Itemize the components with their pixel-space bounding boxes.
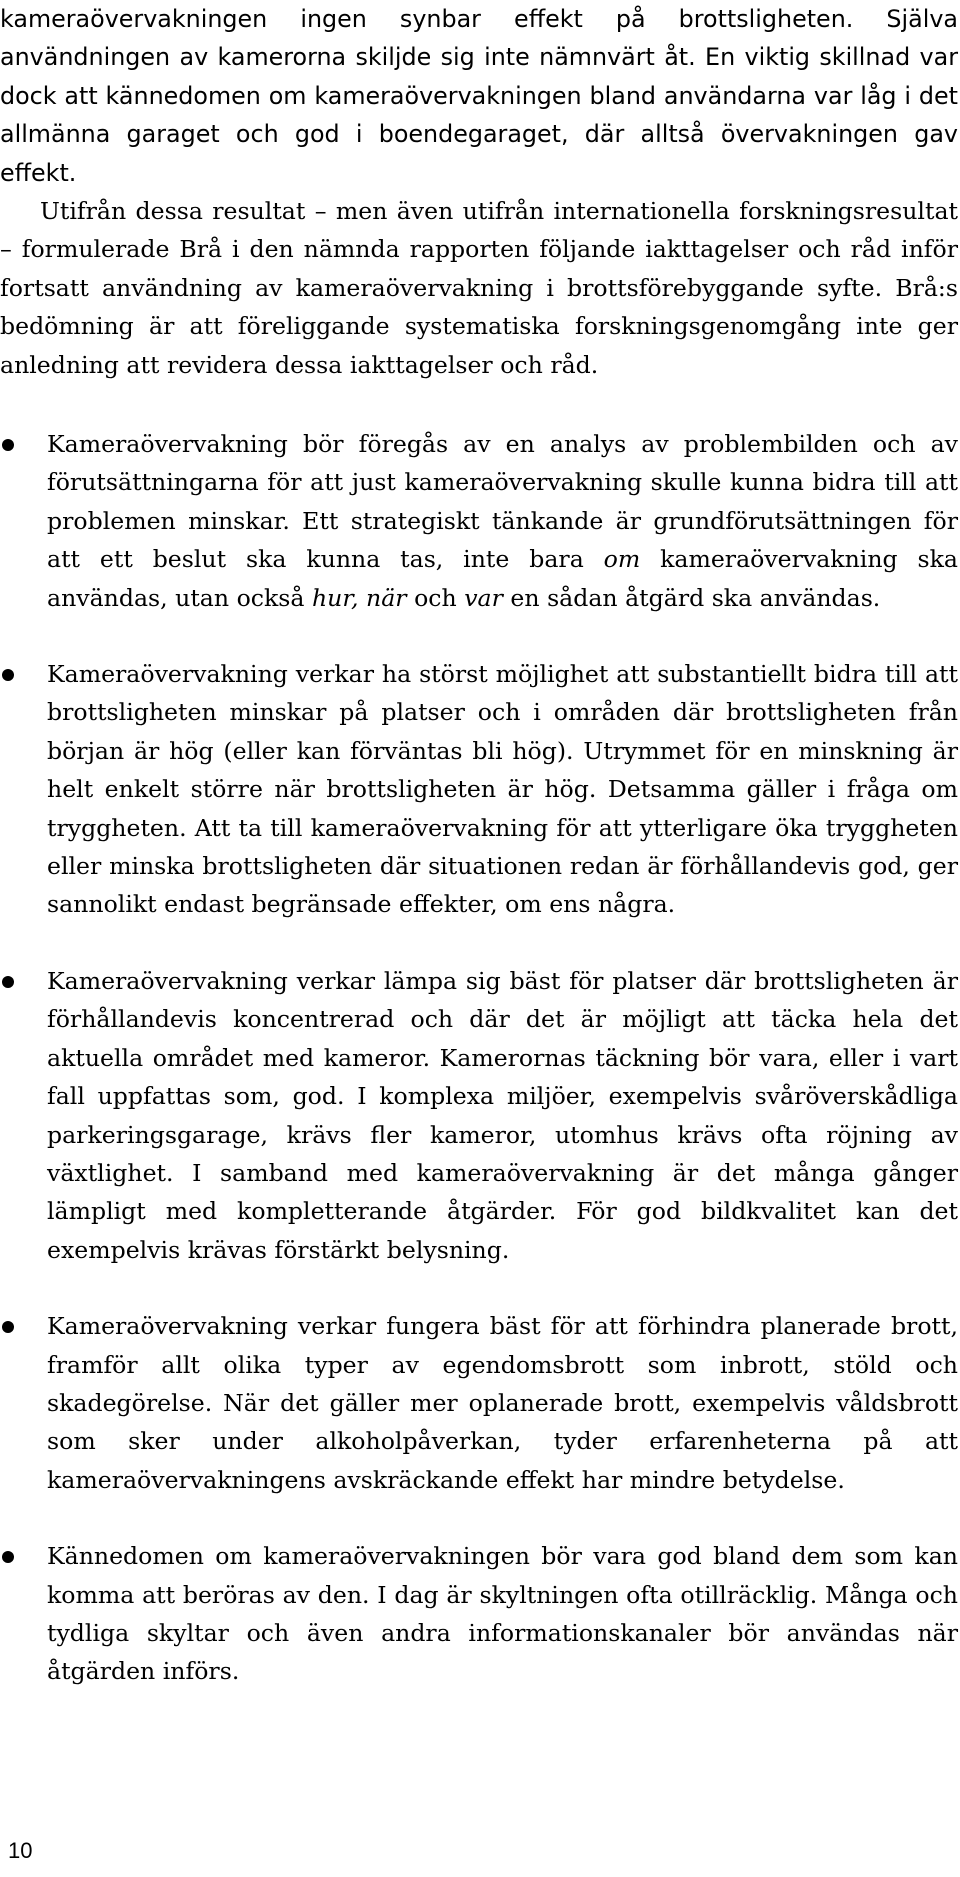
list-item [0, 962, 958, 1269]
bullet-icon [2, 1321, 14, 1333]
body-paragraph: Utifrån dessa resultat – men även utifrån internationella forskningsresultat – formulerade Brå i den nämnda rapporten följande iakttagelser och råd inför fortsatt användning av kameraövervakning i brottsförebyggande syfte. Brå:s bedömning är att föreliggande systematiska forskningsgenomgång inte ger anledning att revidera dessa iakttagelser och råd. [0, 197, 958, 379]
list-item [0, 655, 958, 924]
list-item-text: Kameraövervakning verkar fungera bäst för att förhindra planerade brott, framför allt olika typer av egendomsbrott som inbrott, stöld och skadegörelse. När det gäller mer oplanerade brott, exempelvis våldsbrott som sker under alkoholpåverkan, tyder erfarenheterna på att kameraövervakningens avskräckande effekt har mindre betydelse. [47, 1312, 958, 1494]
bullet-icon [2, 439, 14, 451]
list-item-text: Kameraövervakning verkar lämpa sig bäst för platser där brottsligheten är förhållandevis koncentrerad och där det är möjligt att täcka hela det aktuella området med kameror. Kamerornas täckning bör vara, eller i vart fall uppfattas som, god. I komplexa miljöer, exempelvis svåröverskådliga parkeringsgarage, krävs fler kameror, utomhus krävs ofta röjning av växtlighet. I samband med kameraövervakning är det många gånger lämpligt med kompletterande åtgärder. För god bildkvalitet kan det exempelvis krävas förstärkt belysning. [47, 966, 958, 1264]
list-item [0, 1307, 958, 1499]
emphasis-text: var [464, 583, 503, 612]
list-item-text: Kameraövervakning verkar ha störst möjlighet att substantiellt bidra till att brottsligheten minskar på platser och i områden där brottsligheten från början är hög (eller kan förväntas bli hög). Utrymmet för en minskning är helt enkelt större när brottsligheten är hög. Detsamma gäller i fråga om tryggheten. Att ta till kameraövervakning för att ytterligare öka tryggheten eller minska brottsligheten där situationen redan är förhållandevis god, ger sannolikt endast begränsade effekter, om ens några. [47, 660, 958, 919]
bullet-icon [2, 669, 14, 681]
list-item [0, 425, 958, 617]
list-item-text: Kännedomen om kameraövervakningen bör vara god bland dem som kan komma att beröras av den. I dag är skyltningen ofta otillräcklig. Många och tydliga skyltar och även andra informationskanaler bör användas när åtgärden införs. [47, 1542, 958, 1686]
list-item-text: Kameraövervakning bör föregås av en analys av problembilden och av förutsättningarna för att just kameraövervakning skulle kunna bidra till att problemen minskar. Ett strategiskt tänkande är grundförutsättningen för att ett beslut ska kunna tas, inte bara om kameraövervakning ska användas, utan också hur, när och var en sådan åtgärd ska användas. [47, 430, 958, 612]
page-number: 10 [8, 1838, 33, 1863]
emphasis-text: om [603, 545, 641, 574]
list-item [0, 1537, 958, 1691]
bullet-icon [2, 1551, 14, 1563]
emphasis-text: hur, när [311, 583, 407, 612]
recommendation-list [0, 425, 958, 1729]
bullet-icon [2, 976, 14, 988]
intro-paragraph: kameraövervakningen ingen synbar effekt på brottsligheten. Själva användningen av kamerorna skiljde sig inte nämnvärt åt. En viktig skillnad var dock att kännedomen om kameraövervakningen bland användarna var låg i det allmänna garaget och god i boendegaraget, där alltså övervakningen gav effekt. [0, 5, 958, 187]
